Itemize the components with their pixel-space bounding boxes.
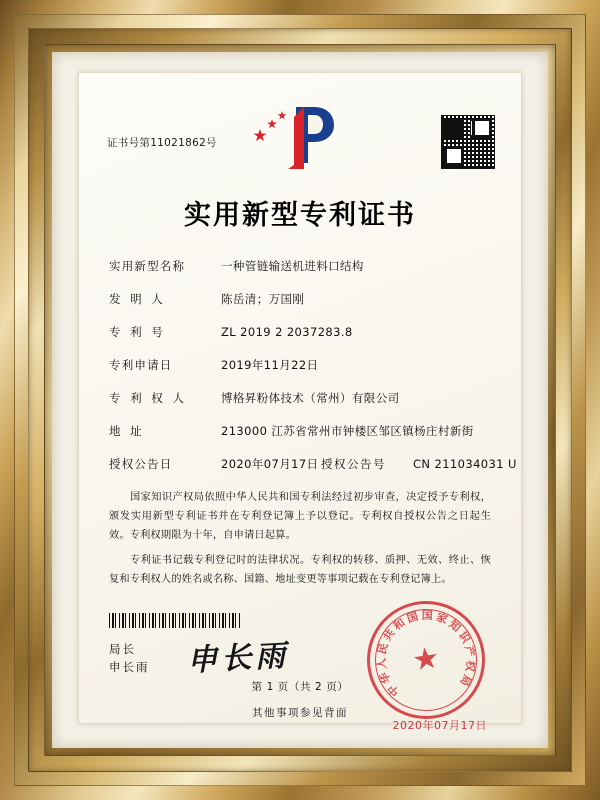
seal-text: 中 华 人 民 共 和 国 国 家 知 识 产 权 局 — [374, 608, 478, 699]
field-value-invention-name: 一种管链输送机进料口结构 — [221, 259, 364, 273]
qr-eye-icon — [472, 118, 492, 138]
field-value-announcement-number: CN 211034031 U — [413, 457, 517, 471]
seal-date: 2020年07月17日 — [392, 719, 487, 732]
paragraph-grant-statement: 国家知识产权局依照中华人民共和国专利法经过初步审查，决定授予专利权，颁发实用新型专利证书并在专利登记簿上予以登记。专利权自授权公告之日起生效。专利权期限为十年，自申请日起算。 — [109, 492, 491, 541]
field-row — [109, 357, 491, 373]
seal-star-icon: ★ — [410, 640, 442, 679]
footer-note: 其他事项参见背面 — [252, 707, 348, 719]
director-title-label: 局长 — [109, 642, 136, 656]
field-row — [109, 291, 491, 307]
certificate-body-text — [109, 489, 491, 589]
field-row — [109, 390, 491, 406]
director-name-label: 申长雨 — [109, 659, 150, 674]
qr-code — [441, 115, 495, 169]
field-row — [109, 258, 491, 274]
field-label-announcement-date: 授权公告日 — [109, 457, 173, 471]
field-label-invention-name: 实用新型名称 — [109, 259, 186, 273]
field-label-announcement-number: 授权公告号 — [321, 457, 386, 471]
certificate-fields — [109, 258, 517, 472]
field-label-inventor: 发 明 人 — [109, 292, 166, 306]
field-row-announcement — [109, 456, 517, 472]
field-value-announcement-date: 2020年07月17日 — [221, 457, 319, 471]
patent-office-emblem-icon — [252, 99, 348, 171]
field-value-patent-number: ZL 2019 2 2037283.8 — [221, 325, 353, 339]
certificate-sheet — [78, 72, 522, 732]
page-indicator: 第 1 页（共 2 页） — [251, 681, 349, 693]
handwritten-signature: 申长雨 — [186, 638, 291, 679]
barcode — [109, 613, 241, 628]
field-value-application-date: 2019年11月22日 — [221, 358, 319, 372]
certificate-header — [79, 73, 521, 191]
signature-block — [109, 641, 150, 677]
page-title: 实用新型专利证书 — [184, 200, 416, 231]
field-label-address: 地 址 — [109, 424, 145, 438]
field-value-address: 213000 江苏省常州市钟楼区邹区镇杨庄村新街 — [221, 424, 474, 438]
field-label-application-date: 专利申请日 — [109, 358, 173, 372]
certificate-number: 证书号第11021862号 — [107, 137, 217, 149]
paragraph-registry-statement: 专利证书记载专利登记时的法律状况。专利权的转移、质押、无效、终止、恢复和专利权人的姓名或名称、国籍、地址变更等事项记载在专利登记簿上。 — [109, 554, 491, 585]
field-value-patentee: 博格昇粉体技术（常州）有限公司 — [221, 391, 400, 405]
field-row — [109, 324, 491, 340]
field-label-patent-number: 专 利 号 — [109, 325, 166, 339]
field-value-inventor: 陈岳清；万国刚 — [221, 292, 305, 306]
field-label-patentee: 专 利 权 人 — [109, 391, 187, 405]
field-row — [109, 423, 491, 439]
